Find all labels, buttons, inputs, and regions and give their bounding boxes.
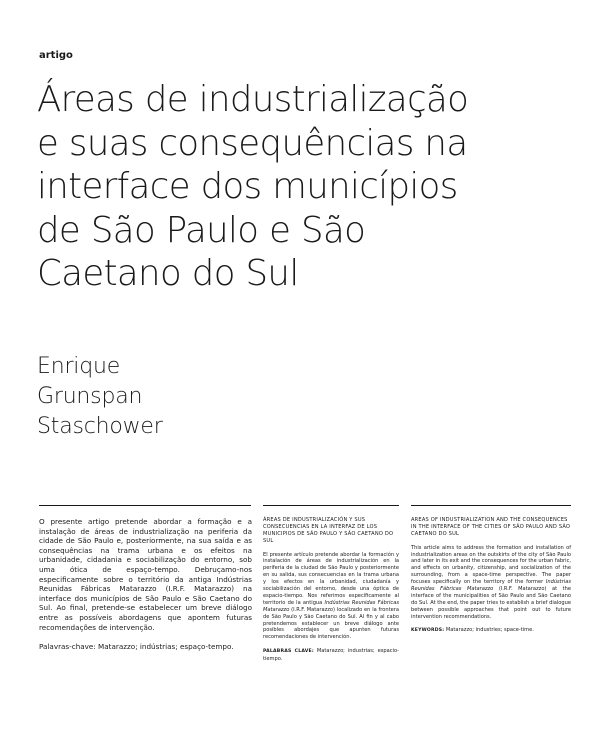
- abstract-portuguese: [39, 517, 252, 651]
- section-label: artigo: [39, 50, 73, 61]
- keywords: [263, 648, 399, 663]
- column-divider-rule: [411, 505, 571, 506]
- company-name-italic: Indústrias Reunidas Fábricas Matarazzo: [263, 599, 399, 613]
- abstract-text-part: (I.R.F. Matarazzo) localizado en la frontera de São Paulo y São Caetano do Sul. Al fin y al cabo pretendemos establecer un breve diálogo ante posibles abordajes que apunten futuras recomendaciones de intervención.: [263, 606, 399, 641]
- abstract-heading: ÁREAS DE INDUSTRIALIZACIÓN Y SUS CONSECUENCIAS EN LA INTERFAZ DE LOS MUNICIPIOS DE SÃO PAULO Y SÃO CAETANO DO SUL: [263, 517, 394, 544]
- column-divider-rule: [263, 505, 399, 506]
- keywords: [411, 627, 571, 635]
- author-line: Staschower: [37, 414, 163, 439]
- keywords-list: Matarazzo; industries; space-time.: [444, 627, 534, 634]
- keywords: Palavras-chave: Matarazzo; indústrias; espaço-tempo.: [39, 641, 234, 651]
- article-title: [37, 78, 567, 296]
- title-line: interface dos municípios: [37, 166, 458, 207]
- abstract-text-part: (I.R.F. Matarazzo) at the interface of the municipalities of São Paulo and São Caetano do Sul. At the end, the paper tries to establish a brief dialogue between possible approaches that point out to future intervention recommendations.: [411, 586, 571, 620]
- author-line: Grunspan: [37, 384, 143, 409]
- author-name: [37, 352, 163, 442]
- keywords-label: KEYWORDS:: [411, 628, 445, 634]
- author-line: Enrique: [37, 354, 121, 379]
- title-line: Caetano do Sul: [37, 253, 299, 294]
- abstract-spanish: [263, 517, 399, 663]
- keywords-list: Matarazzo; industrias; espacio-tiempo.: [263, 648, 399, 663]
- abstract-text-part: This article aims to address the formation and installation of industrialization areas on the outskirts of the city of São Paulo and later in its exit and the consequences for the urban fabric, and effects on urbanity, citizenship, and socialization of the surrounding, from a space-time perspective. The paper focuses specifically on the territory of the former: [411, 544, 571, 586]
- column-divider-rule: [39, 505, 251, 506]
- abstract-english: [411, 517, 571, 635]
- keywords-label: PALABRAS CLAVE:: [263, 649, 314, 655]
- abstract-text: [263, 552, 399, 642]
- abstract-heading: AREAS OF INDUSTRIALIZATION AND THE CONSEQUENCES IN THE INTERFACE OF THE CITIES OF SÃO PAULO AND SÃO CAETANO DO SUL: [411, 517, 571, 537]
- abstract-text: O presente artigo pretende abordar a formação e a instalação de áreas de industrialização na periferia da cidade de São Paulo e, posteriormente, na sua saída e as consequências na trama urbana e os efeitos na urbanidade, cidadania e sociabilização do entorno, sob uma ótica de espaço-tempo. Debruçamo-nos especificamente sobre o território da antiga Indústrias Reunidas Fábricas Matarazzo (I.R.F. Matarazzo) na interface dos municípios de São Paulo e São Caetano do Sul. Ao final, pretende-se estabelecer um breve diálogo entre as possíveis abordagens que apontem futuras recomendações de intervenção.: [39, 517, 252, 632]
- abstract-text-part: El presente artículo pretende abordar la formación y instalación de áreas de industrialización en la periferia de la ciudad de São Paulo y posteriormente en su salida, sus consecuencias en la trama urbana y los efectos en la urbanidad, ciudadanía y sociabilización del entorno, desde una óptica de espacio-tiempo. Nos referimos específicamente al territorio de la antigua: [263, 551, 399, 606]
- title-line: Áreas de industrialização: [37, 79, 469, 120]
- company-name-italic: Indústrias Reunidas Fábricas Matarazzo: [411, 579, 571, 593]
- title-line: e suas consequências na: [37, 122, 468, 164]
- abstract-text: [411, 545, 571, 621]
- title-line: de São Paulo e São: [37, 209, 366, 251]
